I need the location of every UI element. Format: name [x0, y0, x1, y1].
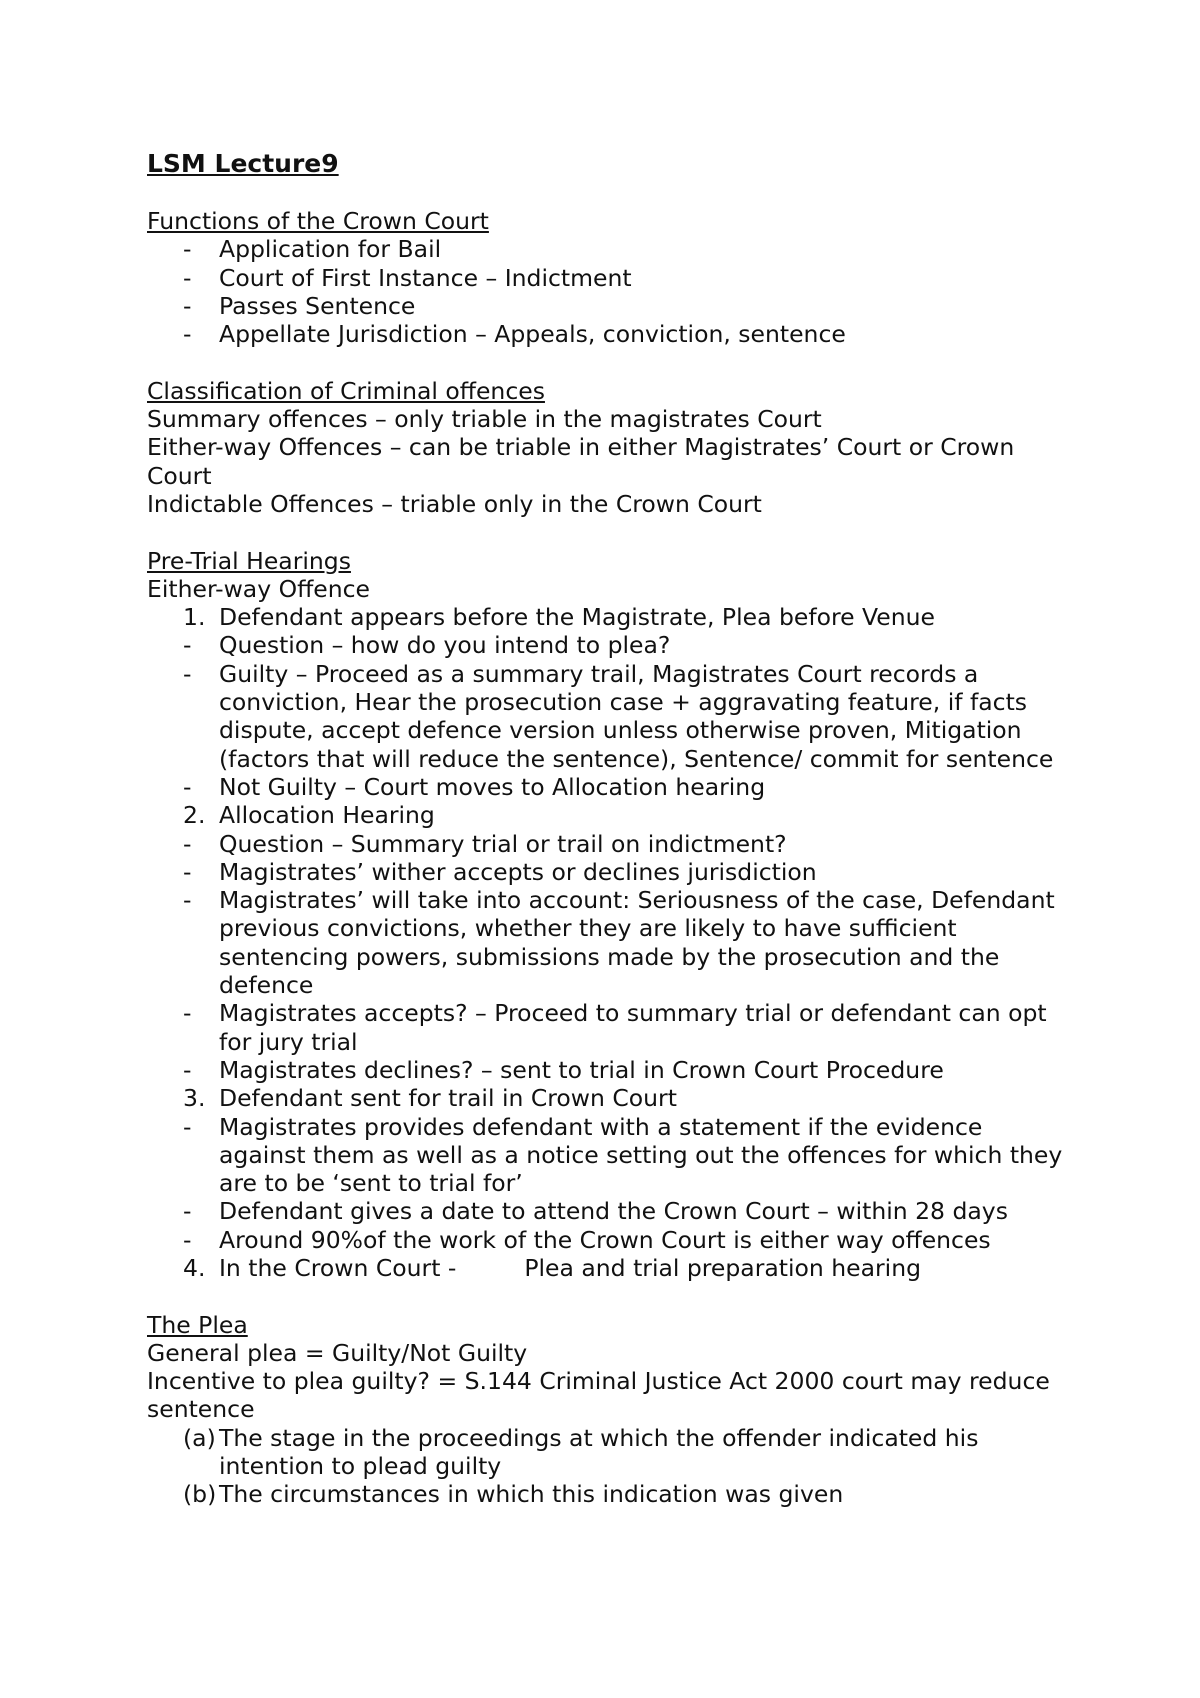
bullet-marker: -: [183, 857, 192, 886]
numbered-item: [147, 801, 1067, 829]
numbered-item-text: Defendant appears before the Magistrate, Plea before Venue: [219, 603, 936, 632]
lettered-item: [147, 1424, 1067, 1481]
step1-bullets: [147, 631, 1067, 801]
lettered-item-text: The circumstances in which this indication was given: [219, 1480, 844, 1509]
bullet-marker: -: [183, 659, 192, 688]
numbered-item-text: Defendant sent for trail in Crown Court: [219, 1084, 677, 1113]
list-item: [147, 773, 1067, 801]
bullet-marker: -: [183, 320, 192, 349]
functions-list: [147, 235, 1067, 348]
list-item-text: Appellate Jurisdiction – Appeals, conviction, sentence: [219, 320, 846, 349]
number-marker: 4.: [183, 1253, 206, 1282]
list-item-text: Magistrates declines? – sent to trial in Crown Court Procedure: [219, 1055, 944, 1084]
list-item: [147, 858, 1067, 886]
paragraph: Incentive to plea guilty? = S.144 Criminal Justice Act 2000 court may reduce sentence: [147, 1367, 1050, 1424]
list-item-text: Not Guilty – Court moves to Allocation hearing: [219, 772, 766, 801]
bullet-marker: -: [183, 291, 192, 320]
bullet-marker: -: [183, 263, 192, 292]
pretrial-steps: [147, 1254, 1067, 1282]
lettered-item: [147, 1480, 1067, 1508]
bullet-marker: -: [183, 772, 192, 801]
document-body: [147, 147, 1067, 1509]
list-item-text: Magistrates’ will take into account: Seriousness of the case, Defendant previous convictions, whether they are likely to have sufficient sentencing powers, submissions made by the prosecution and the defence: [219, 886, 1055, 1000]
section-heading-classification: Classification of Criminal offences: [147, 376, 545, 405]
pretrial-steps: [147, 603, 1067, 631]
number-marker: 1.: [183, 603, 206, 632]
bullet-marker: -: [183, 1197, 192, 1226]
bullet-marker: -: [183, 829, 192, 858]
list-item-text: Application for Bail: [219, 235, 442, 264]
list-item: [147, 292, 1067, 320]
list-item: [147, 631, 1067, 659]
document-title: LSM Lecture9: [147, 149, 339, 178]
list-item-text: Question – how do you intend to plea?: [219, 631, 671, 660]
paragraph: Indictable Offences – triable only in the Crown Court: [147, 489, 762, 518]
numbered-item-text: Plea and trial preparation hearing: [524, 1253, 922, 1282]
list-item: [147, 830, 1067, 858]
letter-marker: (b): [183, 1480, 217, 1509]
list-item: [147, 1226, 1067, 1254]
list-item-text: Court of First Instance – Indictment: [219, 263, 632, 292]
list-item: [147, 886, 1067, 999]
bullet-marker: -: [183, 999, 192, 1028]
letter-marker: (a): [183, 1423, 216, 1452]
bullet-marker: -: [183, 1112, 192, 1141]
bullet-marker: -: [183, 1055, 192, 1084]
bullet-marker: -: [183, 631, 192, 660]
spacer: [147, 1282, 1067, 1310]
bullet-marker: -: [183, 886, 192, 915]
spacer: [147, 518, 1067, 546]
numbered-item: [147, 603, 1067, 631]
list-item-text: Around 90%of the work of the Crown Court is either way offences: [219, 1225, 991, 1254]
spacer: [147, 348, 1067, 376]
numbered-item-text: In the Crown Court -: [219, 1253, 457, 1282]
list-item: [147, 235, 1067, 263]
list-item-text: Guilty – Proceed as a summary trail, Magistrates Court records a conviction, Hear the prosecution case + aggravating feature, if facts dispute, accept defence version unless otherwise proven, Mitigation (factors that will reduce the sentence), Sentence/ commit for sentence: [219, 659, 1054, 773]
list-item: [147, 660, 1067, 773]
list-item: [147, 1197, 1067, 1225]
step2-bullets: [147, 830, 1067, 1085]
numbered-item: [147, 1084, 1067, 1112]
number-marker: 3.: [183, 1084, 206, 1113]
list-item-text: Defendant gives a date to attend the Crown Court – within 28 days: [219, 1197, 1008, 1226]
numbered-item: [147, 1254, 1067, 1282]
section-heading-plea: The Plea: [147, 1310, 248, 1339]
list-item-text: Passes Sentence: [219, 291, 416, 320]
list-item: [147, 264, 1067, 292]
numbered-item-text: Allocation Hearing: [219, 801, 435, 830]
bullet-marker: -: [183, 1225, 192, 1254]
paragraph: General plea = Guilty/Not Guilty: [147, 1338, 528, 1367]
list-item-text: Magistrates accepts? – Proceed to summary trial or defendant can opt for jury trial: [219, 999, 1047, 1056]
list-item: [147, 999, 1067, 1056]
section-heading-pretrial: Pre-Trial Hearings: [147, 546, 351, 575]
plea-factors: [147, 1424, 1067, 1509]
pretrial-steps: [147, 1084, 1067, 1112]
list-item-text: Magistrates provides defendant with a statement if the evidence against them as well as a notice setting out the offences for which they are to be ‘sent to trial for’: [219, 1112, 1063, 1198]
paragraph: Either-way Offences – can be triable in either Magistrates’ Court or Crown Court: [147, 433, 1015, 490]
step3-bullets: [147, 1113, 1067, 1254]
list-item: [147, 320, 1067, 348]
list-item-text: Magistrates’ wither accepts or declines jurisdiction: [219, 857, 817, 886]
bullet-marker: -: [183, 235, 192, 264]
section-heading-functions: Functions of the Crown Court: [147, 207, 489, 235]
list-item: [147, 1056, 1067, 1084]
subheading-either-way: Either-way Offence: [147, 574, 370, 603]
number-marker: 2.: [183, 801, 206, 830]
list-item-text: Question – Summary trial or trail on indictment?: [219, 829, 787, 858]
paragraph: Summary offences – only triable in the magistrates Court: [147, 405, 822, 434]
lettered-item-text: The stage in the proceedings at which the offender indicated his intention to plead guilty: [219, 1423, 979, 1481]
list-item: [147, 1113, 1067, 1198]
pretrial-steps: [147, 801, 1067, 829]
